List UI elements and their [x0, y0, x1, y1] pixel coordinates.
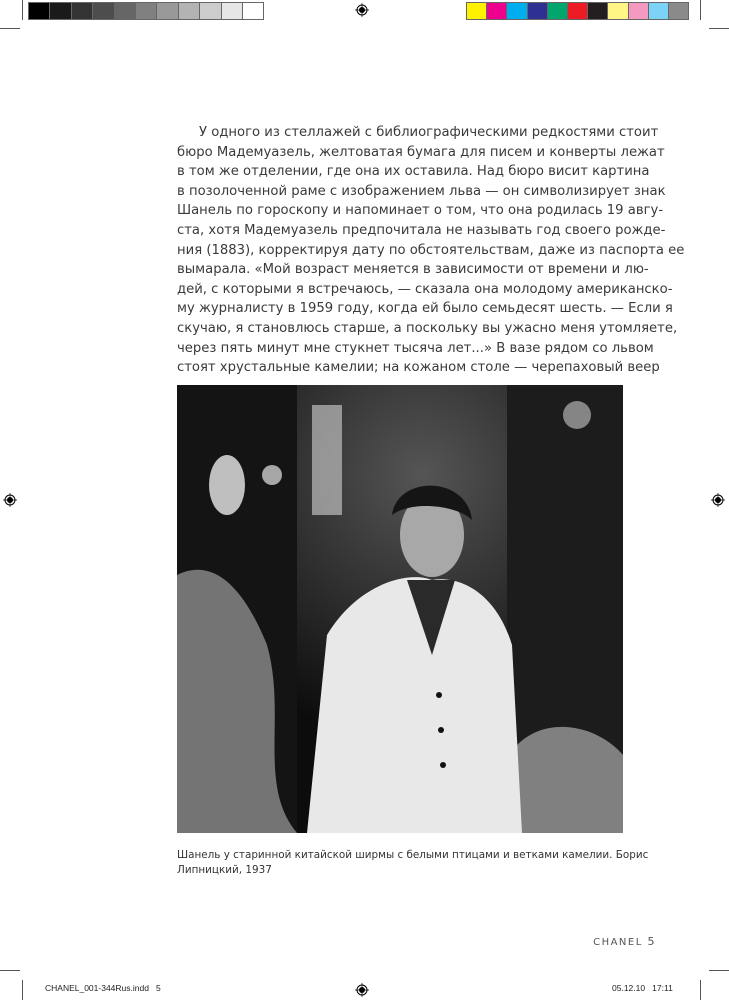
color-swatch — [506, 2, 527, 20]
crop-mark — [22, 980, 23, 1000]
crop-mark — [700, 980, 701, 1000]
caption-line: Липницкий, 1937 — [177, 863, 272, 876]
color-swatch — [547, 2, 568, 20]
registration-mark-icon — [3, 493, 17, 507]
color-swatch — [587, 2, 608, 20]
registration-mark-icon — [711, 493, 725, 507]
crop-mark — [700, 0, 701, 20]
crop-mark — [0, 28, 20, 29]
page-number: 5 — [647, 935, 656, 948]
body-line: Шанель по гороскопу и напоминает о том, что она родилась 19 авгу- — [177, 203, 664, 219]
color-swatch — [486, 2, 507, 20]
color-swatch — [49, 2, 71, 20]
body-line: ния (1883), корректируя дату по обстоятельствам, даже из паспорта ее — [177, 242, 685, 258]
color-swatch — [135, 2, 157, 20]
slug-datetime: 05.12.10 17:11 — [612, 983, 673, 993]
crop-mark — [709, 28, 729, 29]
body-line: ста, хотя Мадемуазель предпочитала не называть год своего рожде- — [177, 222, 666, 238]
registration-mark-icon — [355, 3, 369, 17]
caption-line: Шанель у старинной китайской ширмы с белыми птицами и ветками камелии. Борис — [177, 849, 649, 861]
body-line: У одного из стеллажей с библиографическими редкостями стоит — [199, 125, 659, 140]
running-title: CHANEL — [593, 937, 643, 948]
color-swatch — [28, 2, 50, 20]
color-swatch — [668, 2, 689, 20]
body-line: через пять минут мне стукнет тысяча лет...» В вазе рядом со львом — [177, 340, 654, 356]
photo-chanel-chinese-screen — [177, 385, 623, 833]
body-line: в том же отделении, где она их оставила. Над бюро висит картина — [177, 164, 650, 180]
color-swatch — [466, 2, 487, 20]
body-line: скучаю, я становлюсь старше, а поскольку вы ужасно меня утомляете, — [177, 320, 678, 336]
body-line: вымарала. «Мой возраст меняется в зависимости от времени и лю- — [177, 262, 649, 278]
color-swatch — [242, 2, 264, 20]
color-swatch — [156, 2, 178, 20]
slug-filename: CHANEL_001-344Rus.indd 5 — [45, 983, 161, 993]
color-swatch — [527, 2, 548, 20]
color-swatch — [648, 2, 669, 20]
body-line: стоят хрустальные камелии; на кожаном столе — черепаховый веер — [177, 360, 660, 376]
crop-mark — [709, 970, 729, 971]
color-swatch — [114, 2, 136, 20]
crop-mark — [0, 970, 20, 971]
color-swatch — [607, 2, 628, 20]
color-swatch — [567, 2, 588, 20]
color-swatch — [92, 2, 114, 20]
photo-caption — [177, 848, 649, 877]
body-line: бюро Мадемуазель, желтоватая бумага для писем и конверты лежат — [177, 144, 665, 160]
registration-mark-icon — [355, 983, 369, 997]
body-text — [177, 123, 685, 378]
body-line: в позолоченной раме с изображением льва — он символизирует знак — [177, 183, 666, 199]
color-swatch — [71, 2, 93, 20]
running-footer — [560, 935, 656, 948]
body-line: му журналисту в 1959 году, когда ей было семьдесят шесть. — Если я — [177, 301, 673, 317]
body-line: дей, с которыми я встречаюсь, — сказала она молодому американско- — [177, 281, 673, 297]
crop-mark — [22, 0, 23, 20]
color-swatch — [628, 2, 649, 20]
color-swatch — [178, 2, 200, 20]
color-swatch — [221, 2, 243, 20]
color-swatch — [199, 2, 221, 20]
